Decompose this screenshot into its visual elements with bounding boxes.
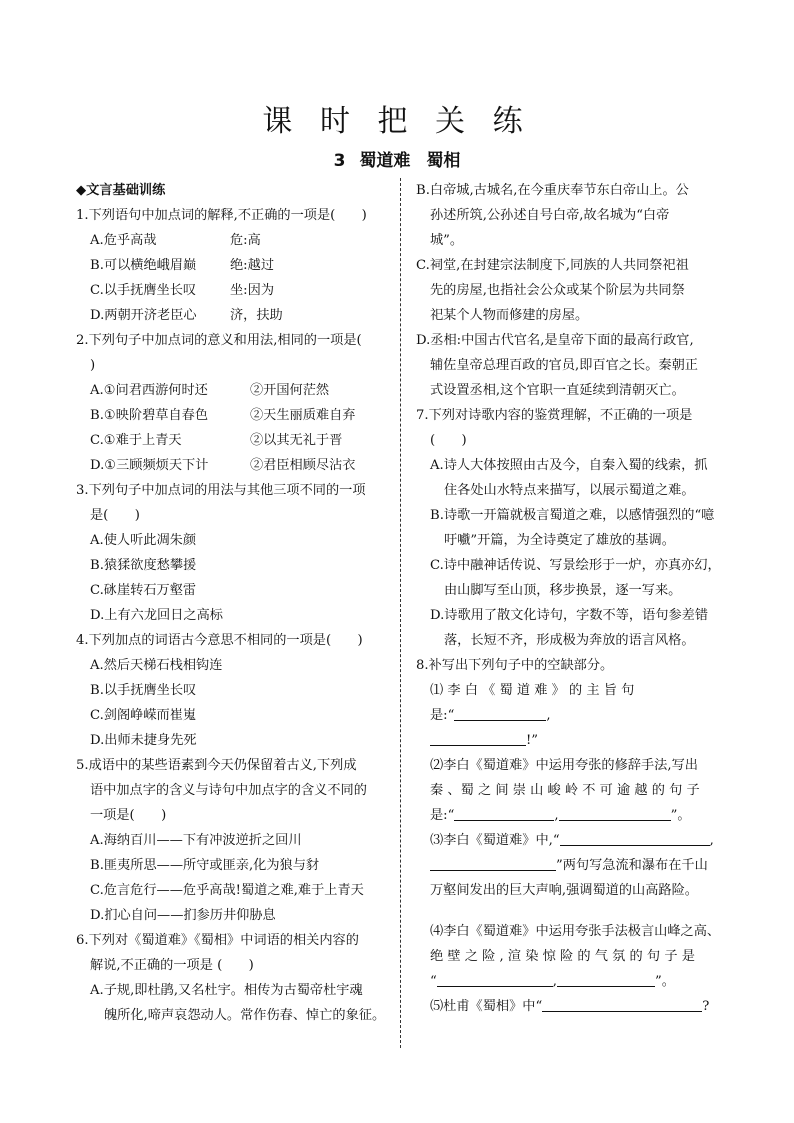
q6-option-d-cont-1: 辅佐皇帝总理百政的官员,即百官之长。秦朝正: [430, 358, 698, 373]
fill-blank[interactable]: [454, 704, 546, 721]
q8-part-2: ⑵李白《蜀道难》中运用夸张的修辞手法,写出: [430, 758, 698, 773]
q5-stem-cont-2: 一项是( ): [90, 808, 167, 823]
q4-stem: 4.下列加点的词语古今意思不相同的一项是( ): [76, 633, 363, 648]
q7-option-d-cont: 落，长短不齐，形成极为奔放的语言风格。: [444, 633, 695, 648]
q6-option-d: D.丞相:中国古代官名,是皇帝下面的最高行政官,: [416, 333, 694, 348]
q2-option-a: A.①问君西游何时还 ②开国何茫然: [90, 383, 330, 398]
q8-part-3-cont: ”两句写急流和瀑布在千山: [416, 853, 722, 878]
fill-blank[interactable]: [560, 829, 710, 846]
fill-blank[interactable]: [559, 804, 671, 821]
question-3: [76, 478, 392, 628]
q8-part-1-answer-line-2: !”: [416, 728, 722, 753]
q4-option-c: C.剑阁峥嵘而崔嵬: [90, 708, 197, 723]
q8-part-4-cont: 绝 壁 之 险 , 渲 染 惊 险 的 气 氛 的 句 子 是: [430, 949, 695, 964]
q6-option-c-cont-2: 祀某个人物而修建的房屋。: [430, 308, 589, 323]
question-7: [416, 403, 722, 653]
fill-blank[interactable]: [437, 970, 553, 987]
q6-option-b: B.白帝城,古城名,在今重庆奉节东白帝山上。公: [416, 183, 689, 198]
question-5: [76, 753, 392, 928]
q1-stem: 1.下列语句中加点词的解释,不正确的一项是( ): [76, 208, 367, 223]
q2-stem-cont: ): [90, 358, 96, 373]
q6-stem-cont: 解说,不正确的一项是 ( ): [90, 958, 254, 973]
right-column: [416, 178, 722, 1019]
q3-option-b: B.猿猱欲度愁攀援: [90, 558, 197, 573]
q4-option-b: B.以手抚膺坐长叹: [90, 683, 197, 698]
left-column: [76, 178, 392, 1028]
q8-part-5: ⑸杜甫《蜀相》中“ ?: [416, 994, 722, 1019]
lesson-poem-1: 蜀道难: [359, 151, 411, 171]
q4-option-d: D.出师未捷身先死: [90, 733, 197, 748]
q7-option-a: A.诗人大体按照由古及今，自秦入蜀的线索，抓: [430, 458, 708, 473]
question-4: [76, 628, 392, 753]
q3-option-a: A.使人听此凋朱颜: [90, 533, 197, 548]
question-1: [76, 203, 392, 328]
q6-stem: 6.下列对《蜀道难》《蜀相》中词语的相关内容的: [76, 933, 359, 948]
q5-option-c: C.危言危行——危乎高哉!蜀道之难,难于上青天: [90, 883, 364, 898]
q7-option-d: D.诗歌用了散文化诗句，字数不等，语句参差错: [430, 608, 709, 623]
q5-stem-cont-1: 语中加点字的含义与诗句中加点字的含义不同的: [90, 783, 367, 798]
question-6: [76, 928, 392, 1028]
q8-part-1: ⑴ 李 白 《 蜀 道 难 》 的 主 旨 句: [430, 683, 635, 698]
lesson-title: [0, 146, 794, 171]
q3-option-c: C.砯崖转石万壑雷: [90, 583, 197, 598]
q7-option-a-cont: 住各处山水特点来描写，以展示蜀道之难。: [444, 483, 695, 498]
q6-option-c-cont-1: 先的房屋,也指社会公众或某个阶层为共同祭: [430, 283, 685, 298]
q1-option-a: A.危乎高哉 危:高: [90, 233, 261, 248]
lesson-number: 3: [333, 151, 346, 171]
question-8: [416, 653, 722, 1019]
column-divider: [400, 178, 401, 1048]
question-2: [76, 328, 392, 478]
q8-part-4: ⑷李白《蜀道难》中运用夸张手法极言山峰之高、: [430, 924, 721, 939]
q8-part-2-answer-line: 是:“ , ”。: [416, 803, 722, 828]
q5-option-a: A.海纳百川——下有冲波逆折之回川: [90, 833, 302, 848]
q3-option-d: D.上有六龙回日之高标: [90, 608, 223, 623]
q2-option-c: C.①难于上青天 ②以其无礼于晋: [90, 433, 343, 448]
q7-option-b: B.诗歌一开篇就极言蜀道之难，以感情强烈的“噫: [430, 508, 715, 523]
fill-blank[interactable]: [454, 804, 554, 821]
q7-option-c: C.诗中融神话传说、写景绘形于一炉，亦真亦幻，: [430, 558, 721, 573]
q1-option-b: B.可以横绝峨眉巅 绝:越过: [90, 258, 275, 273]
q7-option-c-cont: 由山脚写至山顶，移步换景，逐一写来。: [444, 583, 682, 598]
q2-option-d: D.①三顾频烦天下计 ②君臣相顾尽沾衣: [90, 458, 356, 473]
q2-stem: 2.下列句子中加点词的意义和用法,相同的一项是(: [76, 333, 362, 348]
q5-option-d: D.扪心自问——扪参历井仰胁息: [90, 908, 276, 923]
lesson-poem-2: 蜀相: [426, 151, 461, 171]
q2-option-b: B.①映阶碧草自春色 ②天生丽质难自弃: [90, 408, 356, 423]
q7-option-b-cont: 吁嚱”开篇，为全诗奠定了雄放的基调。: [444, 533, 675, 548]
q6-option-b-cont-1: 孙述所筑,公孙述自号白帝,故名城为“白帝: [430, 208, 670, 223]
page-title: 课 时 把 关 练: [262, 104, 532, 139]
q6-option-a-cont: 魄所化,啼声哀怨动人。常作伤春、悼亡的象征。: [104, 1008, 386, 1023]
section-heading: ◆文言基础训练: [76, 183, 166, 198]
q8-part-2-cont: 秦 、蜀 之 间 崇 山 峻 岭 不 可 逾 越 的 句 子: [430, 783, 700, 798]
q5-option-b: B.匪夷所思——所守或匪亲,化为狼与豺: [90, 858, 320, 873]
q4-option-a: A.然后天梯石栈相钩连: [90, 658, 223, 673]
q5-stem: 5.成语中的某些语素到今天仍保留着古义,下列成: [76, 758, 357, 773]
fill-blank[interactable]: [430, 729, 526, 746]
q8-part-3: ⑶李白《蜀道难》中,“ ,: [416, 828, 722, 853]
fill-blank[interactable]: [557, 970, 655, 987]
q1-option-d: D.两朝开济老臣心 济，扶助: [90, 308, 283, 323]
q8-part-1-answer-line: 是:“ ,: [416, 703, 722, 728]
q6-option-c: C.祠堂,在封建宗法制度下,同族的人共同祭祀祖: [416, 258, 689, 273]
q7-stem-cont: ( ): [430, 433, 467, 448]
q3-stem: 3.下列句子中加点词的用法与其他三项不同的一项: [76, 483, 366, 498]
q7-stem: 7.下列对诗歌内容的鉴赏理解，不正确的一项是: [416, 408, 693, 423]
q8-stem: 8.补写出下列句子中的空缺部分。: [416, 658, 614, 673]
q1-option-c: C.以手抚膺坐长叹 坐:因为: [90, 283, 275, 298]
q6-option-d-cont-2: 式设置丞相,这个官职一直延续到清朝灭亡。: [430, 383, 685, 398]
q8-part-3-cont-2: 万壑间发出的巨大声响,强调蜀道的山高路险。: [430, 883, 698, 898]
q8-part-4-answer-line: “ , ”。: [416, 969, 722, 994]
q6-option-b-cont-2: 城”。: [430, 233, 464, 248]
q6-option-a: A.子规,即杜鹃,又名杜宇。相传为古蜀帝杜宇魂: [90, 983, 363, 998]
q3-stem-cont: 是( ): [90, 508, 140, 523]
fill-blank[interactable]: [430, 854, 556, 871]
fill-blank[interactable]: [542, 995, 702, 1012]
